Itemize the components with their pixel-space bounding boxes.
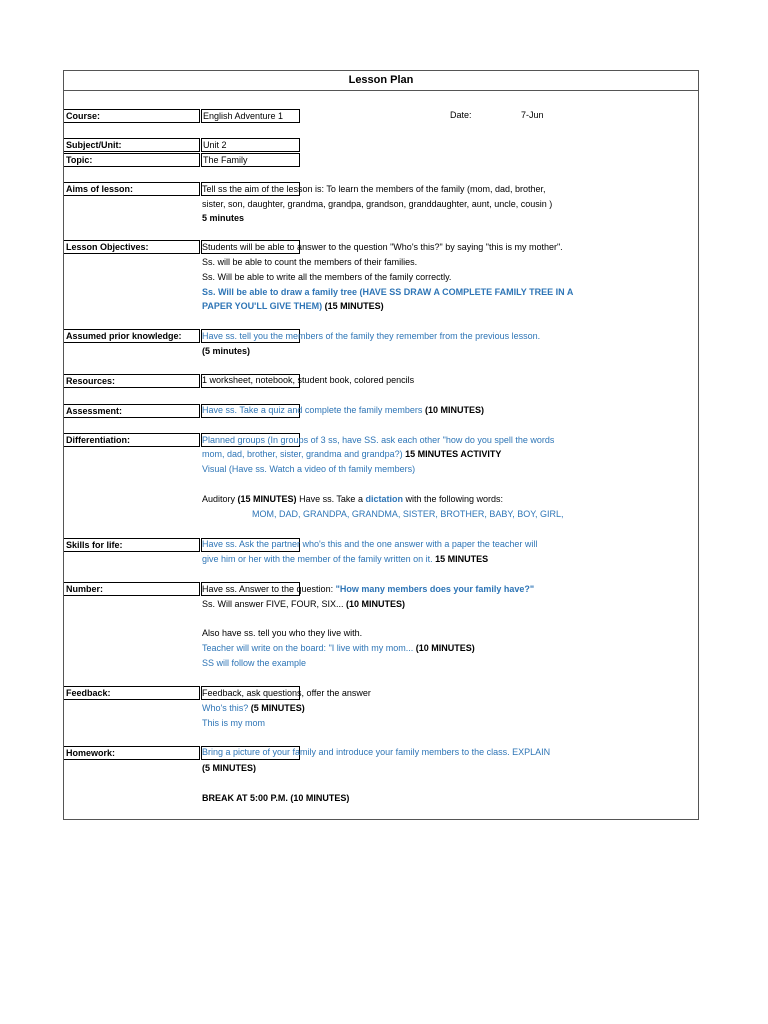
subject-value: Unit 2 (201, 138, 300, 152)
skills-line-1: Have ss. Ask the partner who's this and the one answer with a paper the teacher will (202, 539, 538, 549)
date-label: Date: (450, 110, 472, 120)
feedback-line-2b: (5 MINUTES) (250, 703, 305, 713)
objectives-line-4: Ss. Will be able to draw a family tree (HAVE SS DRAW A COMPLETE FAMILY TREE IN A (202, 287, 574, 297)
number-label: Number: (64, 582, 200, 596)
number-line-1a: Have ss. Answer to the question: (202, 584, 334, 594)
homework-line-2: (5 MINUTES) (202, 763, 256, 773)
objectives-line-3: Ss. Will be able to write all the members of the family correctly. (202, 272, 452, 282)
feedback-label: Feedback: (64, 686, 200, 700)
differentiation-label: Differentiation: (64, 433, 200, 447)
objectives-line-5 (202, 299, 384, 314)
number-line-1 (202, 582, 534, 597)
prior-label: Assumed prior knowledge: (64, 329, 200, 343)
number-line-5: SS will follow the example (202, 658, 307, 668)
topic-label: Topic: (64, 153, 200, 167)
skills-line-2b: 15 MINUTES (435, 554, 489, 564)
aims-line-1: Tell ss the aim of the lesson is: To learn the members of the family (mom, dad, brother, (202, 184, 546, 194)
differentiation-line-4b: (15 MINUTES) (237, 494, 297, 504)
feedback-line-2 (202, 701, 305, 716)
homework-label: Homework: (64, 746, 200, 760)
feedback-line-2a: Who's this? (202, 703, 249, 713)
objectives-line-5b: (15 MINUTES) (324, 301, 384, 311)
subject-label: Subject/Unit: (64, 138, 200, 152)
resources-label: Resources: (64, 374, 200, 388)
objectives-label: Lesson Objectives: (64, 240, 200, 254)
aims-line-3: 5 minutes (202, 213, 245, 223)
homework-line-1: Bring a picture of your family and introduce your family members to the class. EXPLAIN (202, 747, 551, 757)
assessment-line-1 (202, 403, 484, 418)
differentiation-line-4c: Have ss. Take a (299, 494, 363, 504)
number-line-4a: Teacher will write on the board: "I live with my mom... (202, 643, 414, 653)
topic-value: The Family (201, 153, 300, 167)
date-value: 7-Jun (521, 110, 544, 120)
differentiation-line-2a: mom, dad, brother, sister, grandma and grandpa?) (202, 449, 403, 459)
differentiation-line-4e: with the following words: (405, 494, 504, 504)
resources-line-1: 1 worksheet, notebook, student book, colored pencils (202, 375, 415, 385)
course-value: English Adventure 1 (201, 109, 300, 123)
differentiation-line-1: Planned groups (In groups of 3 ss, have SS. ask each other "how do you spell the words (202, 435, 555, 445)
lesson-plan-sheet (63, 70, 699, 820)
page-title: Lesson Plan (64, 71, 698, 91)
differentiation-line-2b: 15 MINUTES ACTIVITY (405, 449, 502, 459)
skills-line-2a: give him or her with the member of the family written on it. (202, 554, 433, 564)
course-label: Course: (64, 109, 200, 123)
differentiation-line-4 (202, 492, 503, 507)
number-line-4 (202, 641, 475, 656)
differentiation-line-2 (202, 447, 501, 462)
aims-line-2: sister, son, daughter, grandma, grandpa, grandson, granddaughter, aunt, uncle, cousin ) (202, 199, 553, 209)
number-line-2a: Ss. Will answer FIVE, FOUR, SIX... (202, 599, 344, 609)
number-line-2b: (10 MINUTES) (346, 599, 406, 609)
differentiation-line-4d: dictation (365, 494, 403, 504)
feedback-line-1: Feedback, ask questions, offer the answer (202, 688, 371, 698)
number-line-1b: "How many members does your family have?" (335, 584, 535, 594)
prior-line-1: Have ss. tell you the members of the family they remember from the previous lesson. (202, 331, 541, 341)
objectives-line-1: Students will be able to answer to the question "Who's this?" by saying "this is my mother". (202, 242, 563, 252)
number-line-2 (202, 597, 405, 612)
differentiation-line-5: MOM, DAD, GRANDPA, GRANDMA, SISTER, BROTHER, BABY, BOY, GIRL, (252, 509, 564, 519)
feedback-line-3: This is my mom (202, 718, 265, 728)
differentiation-line-3: Visual (Have ss. Watch a video of th family members) (202, 464, 416, 474)
number-line-3: Also have ss. tell you who they live with. (202, 628, 363, 638)
prior-line-2: (5 minutes) (202, 346, 251, 356)
number-line-4b: (10 MINUTES) (415, 643, 475, 653)
skills-line-2 (202, 552, 488, 567)
differentiation-line-4a: Auditory (202, 494, 236, 504)
objectives-line-2: Ss. will be able to count the members of their families. (202, 257, 418, 267)
assessment-label: Assessment: (64, 404, 200, 418)
skills-label: Skills for life: (64, 538, 200, 552)
homework-line-3: BREAK AT 5:00 P.M. (10 MINUTES) (202, 793, 350, 803)
objectives-line-5a: PAPER YOU'LL GIVE THEM) (202, 301, 323, 311)
aims-label: Aims of lesson: (64, 182, 200, 196)
assessment-line-1b: (10 MINUTES) (424, 405, 484, 415)
assessment-line-1a: Have ss. Take a quiz and complete the family members (202, 405, 423, 415)
